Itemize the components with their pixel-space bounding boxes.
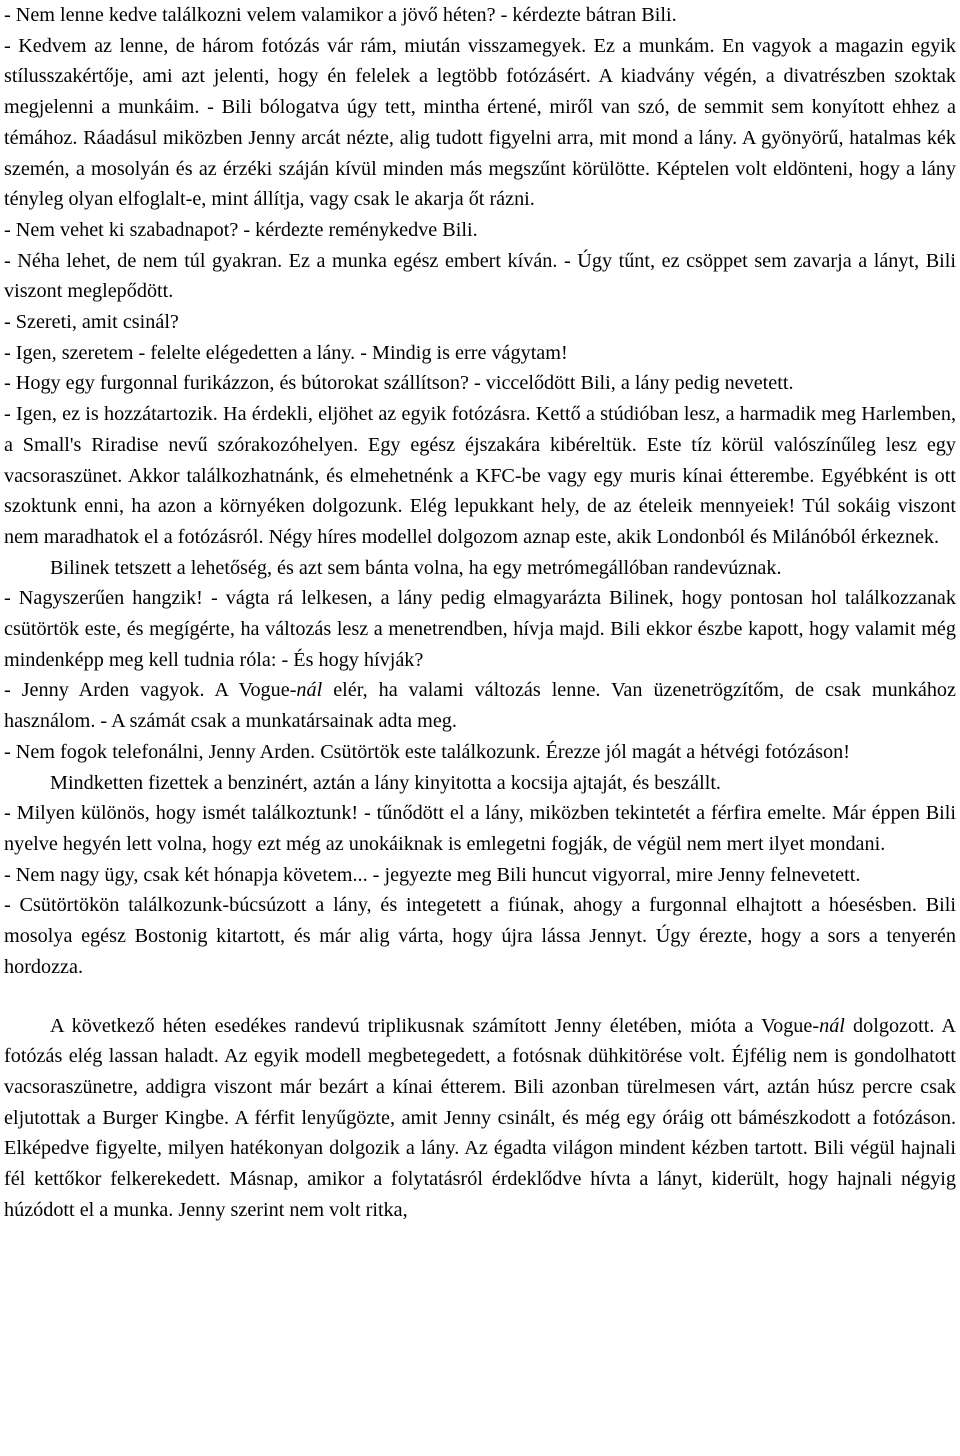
dialogue-paragraph: - Igen, ez is hozzátartozik. Ha érdekli, eljöhet az egyik fotózásra. Kettő a stúdióban lesz, a harmadik meg Harlemben, a Small's Riradise nevű szórakozóhelyen. Egy egész éjszakára kibéreltük. Este tíz körül valószínűleg lesz egy vacsoraszünet. Akkor találkozhatnánk, és elmehetnénk a KFC-be vagy egy muris kínai étterembe. Egyébként is ott szoktunk enni, ha azon a környéken dolgozunk. Elég lepukkant hely, de az ételeik mennyeiek! Túl sokáig viszont nem maradhatok el a fotózásról. Négy híres modellel dolgozom aznap este, akik Londonból és Milánóból érkeznek. (4, 403, 956, 548)
text-run: elér, ha valami változás lenne. Van üzenetrögzítőm, de csak munkához használom. - A számát csak a munkatársainak adta meg. (4, 679, 956, 733)
dialogue-paragraph: - Kedvem az lenne, de három fotózás vár rám, miután visszamegyek. Ez a munkám. En vagyok a magazin egyik stílusszakértője, ami azt jelenti, hogy én felelek a legtöbb fotózásért. A kiadvány végén, a divatrészben szoktak megjelenni a munkáim. - Bili bólogatva úgy tett, mintha értené, miről van szó, de semmit sem konyított ehhez a témához. Ráadásul miközben Jenny arcát nézte, alig tudott figyelni arra, mit mond a lány. A gyönyörű, hatalmas kék szemén, a mosolyán és az érzéki száján kívül minden más megszűnt körülötte. Képtelen volt eldönteni, hogy a lány tényleg olyan elfoglalt-e, mint állítja, vagy csak le akarja őt rázni. (4, 34, 956, 211)
dialogue-paragraph (4, 675, 956, 736)
text-run: dolgozott. A fotózás elég lassan haladt. Az egyik modell megbetegedett, a fotósnak dühkitörése volt. Éjfélig nem is gondolhatott vacsoraszünetre, addigra viszont már bezárt a kínai étterem. Bili azonban türelmesen várt, aztán húsz percre csak eljutottak a Burger Kingbe. A férfit lenyűgözte, amit Jenny csinált, és még egy óráig ott bámészkodott a fotózáson. Elképedve figyelte, milyen hatékonyan dolgozik a lány. Az égadta világon mindent kézben tartott. Bili végül hajnali fél kettőkor felkerekedett. Másnap, amikor a folytatásról érdeklődve hívta a lányt, kiderült, hogy hajnali négyig húzódott el a munka. Jenny szerint nem volt ritka, (4, 1014, 956, 1221)
dialogue-paragraph: - Csütörtökön találkozunk-búcsúzott a lány, és integetett a fiúnak, ahogy a furgonnal elhajtott a hóesésben. Bili mosolya egész Bostonig kitartott, és már alig várta, hogy újra lássa Jennyt. Úgy érezte, hogy a sors a tenyerén hordozza. (4, 894, 956, 978)
dialogue-paragraph: - Nem nagy ügy, csak két hónapja követem... - jegyezte meg Bili huncut vigyorral, mire Jenny felnevetett. (4, 863, 861, 886)
dialogue-paragraph: - Milyen különös, hogy ismét találkoztunk! - tűnődött el a lány, miközben tekintetét a férfira emelte. Már éppen Bili nyelve hegyén lett volna, hogy ezt még az unokáiknak is emlegetni fogják, de végül nem mert ilyet mondani. (4, 802, 956, 855)
dialogue-paragraph: - Nem fogok telefonálni, Jenny Arden. Csütörtök este találkozunk. Érezze jól magát a hétvégi fotózáson! (4, 740, 850, 763)
dialogue-paragraph: - Szereti, amit csinál? (4, 311, 179, 334)
document-page (4, 0, 956, 1225)
dialogue-paragraph: - Nem vehet ki szabadnapot? - kérdezte reménykedve Bili. (4, 218, 478, 241)
dialogue-paragraph: - Igen, szeretem - felelte elégedetten a lány. - Mindig is erre vágytam! (4, 341, 568, 364)
section-break (4, 983, 956, 1011)
dialogue-paragraph: - Nem lenne kedve találkozni velem valamikor a jövő héten? - kérdezte bátran Bili. (4, 4, 677, 26)
narrative-paragraph: Mindketten fizettek a benzinért, aztán a lány kinyitotta a kocsija ajtaját, és beszállt. (50, 771, 721, 794)
dialogue-paragraph: - Hogy egy furgonnal furikázzon, és bútorokat szállítson? - viccelődött Bili, a lány pedig nevetett. (4, 372, 794, 395)
narrative-paragraph: Bilinek tetszett a lehetőség, és azt sem bánta volna, ha egy metrómegállóban randevúznak. (50, 556, 782, 579)
text-run: A következő héten esedékes randevú triplikusnak számított Jenny életében, mióta a Vogue- (50, 1014, 820, 1037)
dialogue-paragraph: - Nagyszerűen hangzik! - vágta rá lelkesen, a lány pedig elmagyarázta Bilinek, hogy pontosan hol találkozzanak csütörtök este, és megígérte, ha változás lesz a menetrendben, hívja majd. Bili ekkor észbe kapott, hogy valamit még mindenképp meg kell tudnia róla: - És hogy hívják? (4, 587, 956, 671)
italic-text-run: nál (296, 679, 323, 702)
text-run: - Jenny Arden vagyok. A Vogue- (4, 679, 297, 702)
italic-text-run: nál (819, 1014, 845, 1037)
dialogue-paragraph: - Néha lehet, de nem túl gyakran. Ez a munka egész embert kíván. - Úgy tűnt, ez csöppet sem zavarja a lányt, Bili viszont meglepődött. (4, 249, 956, 303)
narrative-paragraph (4, 1011, 956, 1226)
